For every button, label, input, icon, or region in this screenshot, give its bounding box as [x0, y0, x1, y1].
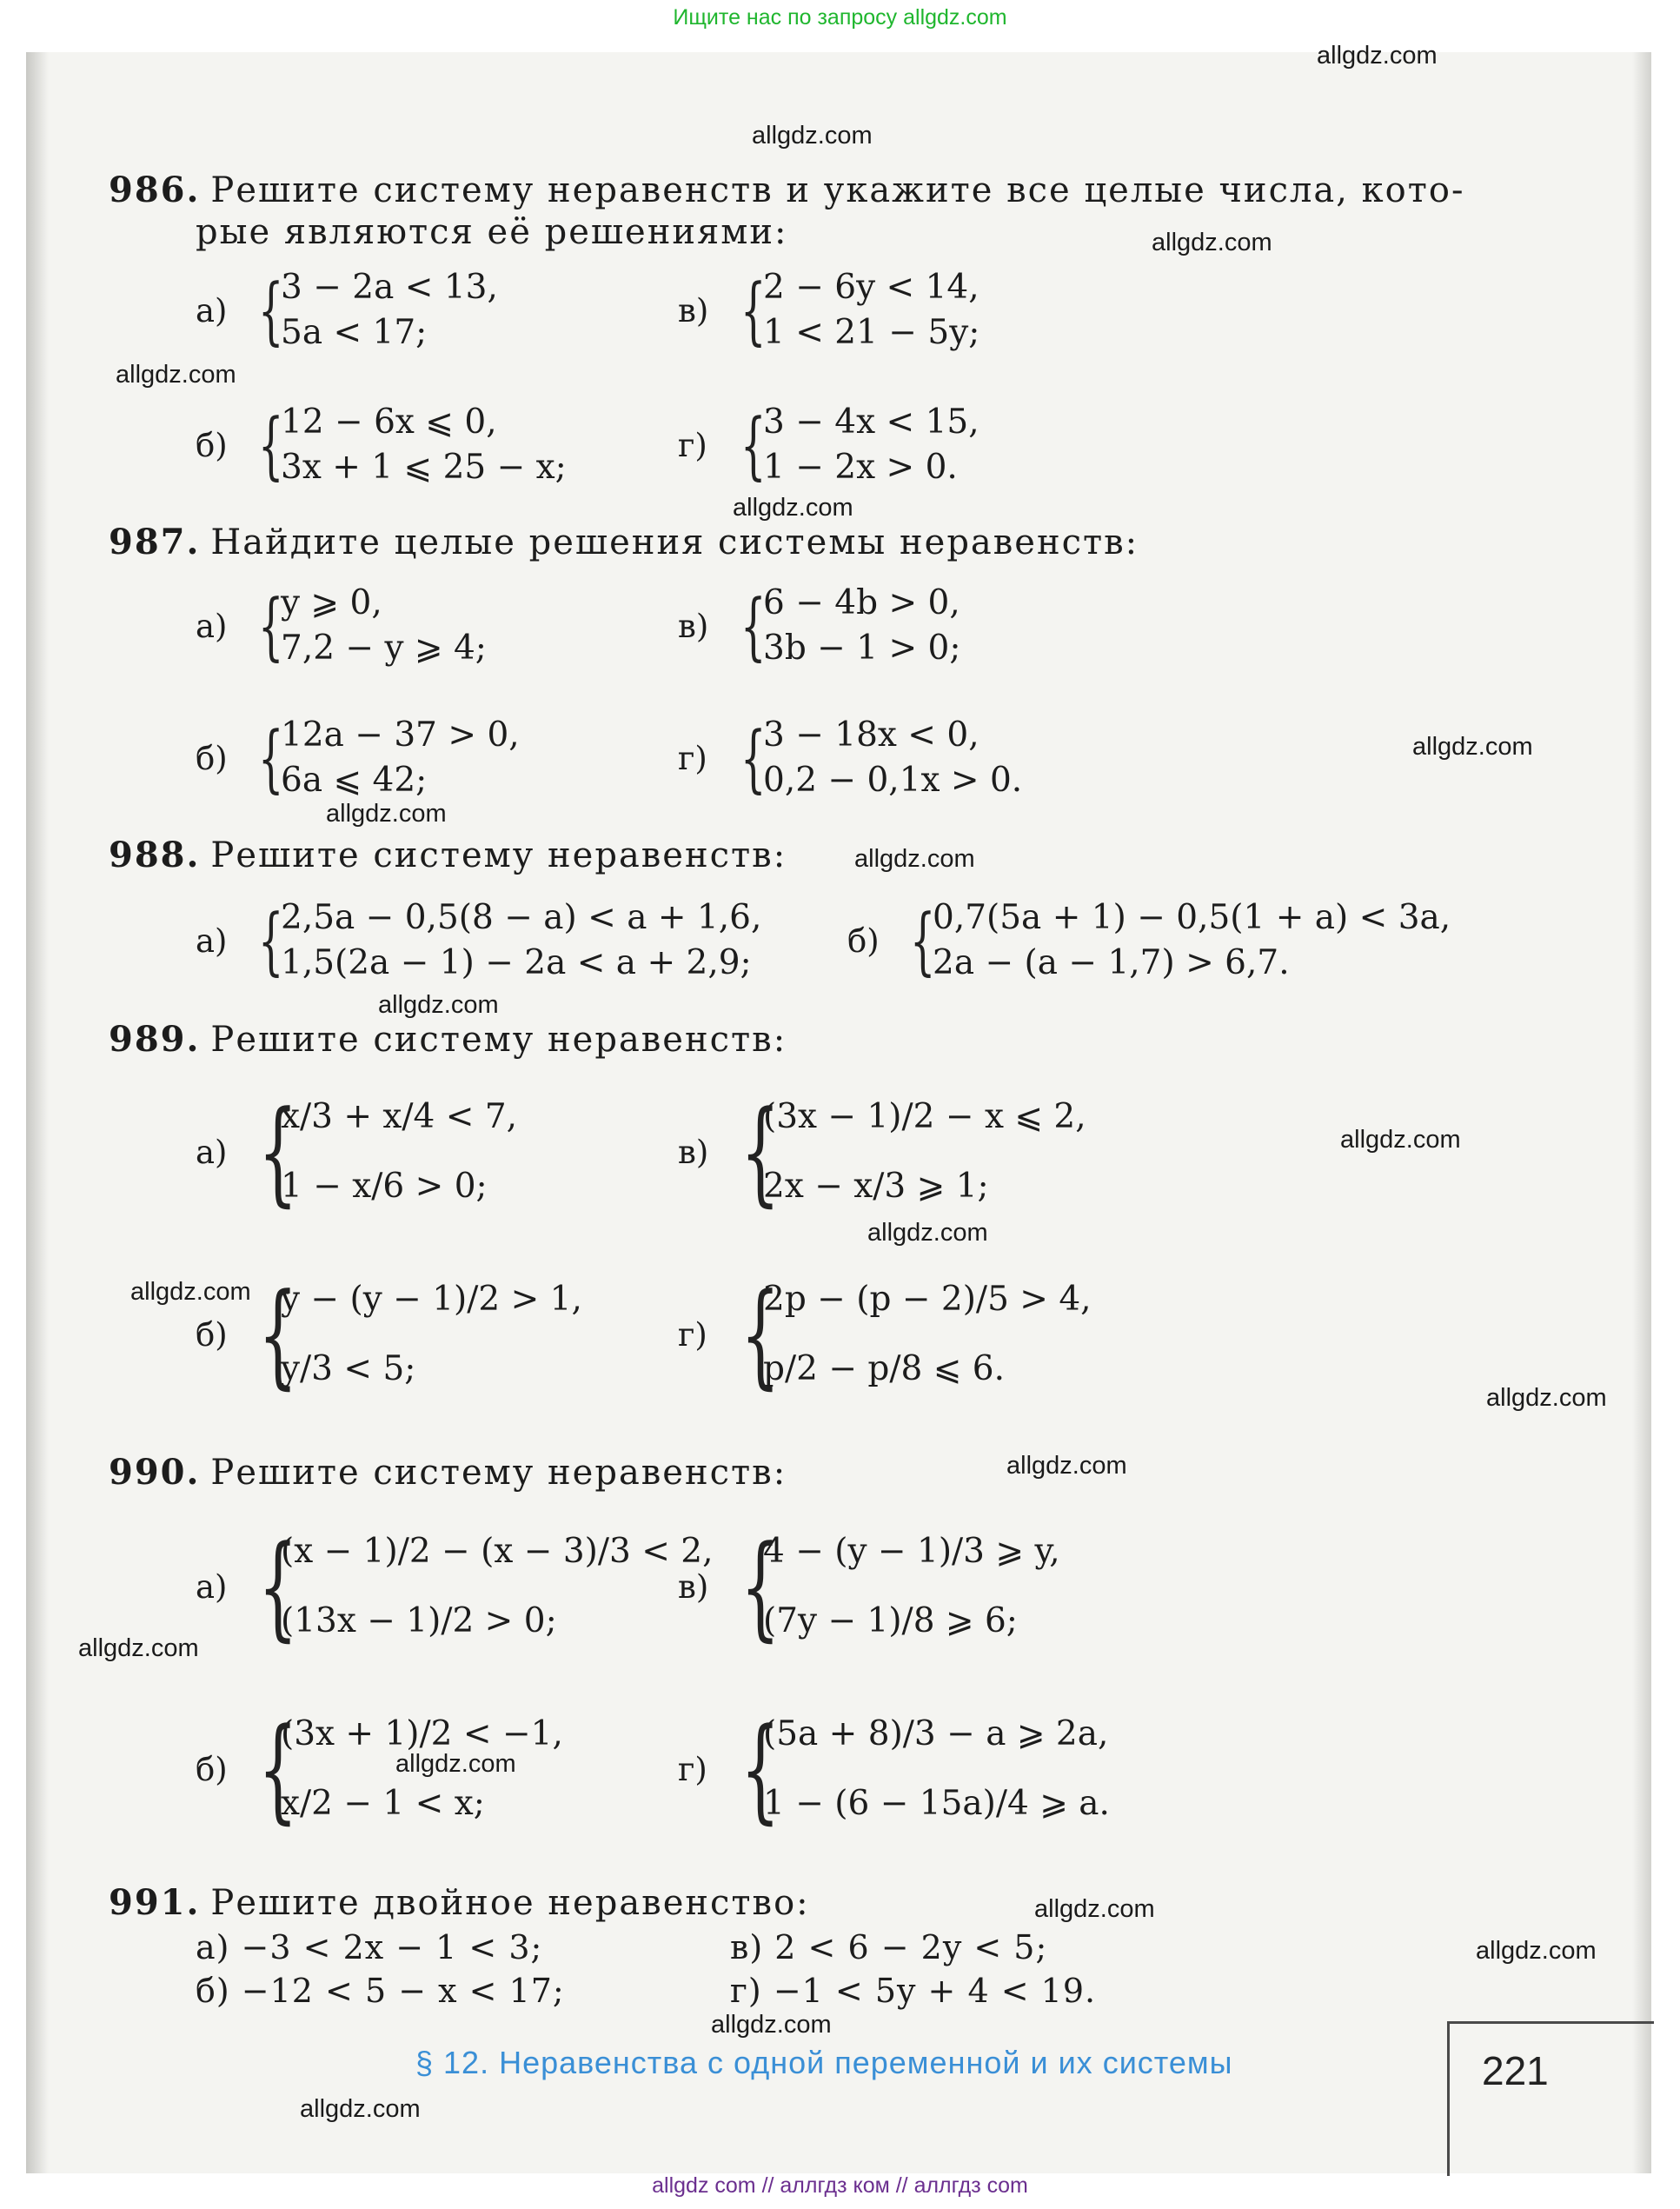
- inequality: 1 − (6 − 15a)/4 ⩾ a.: [763, 1784, 1110, 1823]
- item-label: а): [196, 922, 228, 960]
- inequality: y ⩾ 0,: [281, 583, 382, 622]
- watermark: allgdz.com: [1317, 42, 1438, 70]
- item-label: а): [196, 1567, 228, 1606]
- system-brace: {: [258, 403, 284, 488]
- system-brace: {: [910, 898, 936, 983]
- item-label: г): [678, 1315, 707, 1354]
- inequality: 2a − (a − 1,7) > 6,7.: [933, 943, 1290, 982]
- item-label: г): [678, 426, 707, 464]
- task-990-a: [196, 1517, 713, 1656]
- task-986-text-line1: Решите систему неравенств и укажите все целые числа, кото-: [210, 170, 1465, 210]
- system-brace: {: [258, 1268, 298, 1401]
- inequality: (3x + 1)/2 < −1,: [281, 1714, 563, 1753]
- item-label: в): [678, 607, 709, 645]
- task-989-g: [678, 1265, 1092, 1404]
- task-991-v: в) 2 < 6 − 2y < 5;: [730, 1928, 1048, 1966]
- task-991-heading: [109, 1882, 810, 1924]
- inequality: 1,5(2a − 1) − 2a < a + 2,9;: [281, 943, 752, 982]
- inequality: 7,2 − y ⩾ 4;: [281, 629, 487, 668]
- inequality: 2,5a − 0,5(8 − a) < a + 1,6,: [281, 898, 762, 937]
- item-label: б): [196, 739, 228, 777]
- watermark: allgdz.com: [300, 2095, 421, 2123]
- watermark: allgdz.com: [1476, 1937, 1597, 1965]
- inequality: 3x + 1 ⩽ 25 − x;: [281, 448, 567, 487]
- system-brace: {: [740, 1703, 780, 1835]
- task-990-b: [196, 1700, 563, 1839]
- system-brace: {: [258, 583, 284, 669]
- task-989-text: Решите систему неравенств:: [210, 1020, 787, 1060]
- watermark: allgdz.com: [326, 800, 447, 828]
- watermark: allgdz.com: [1486, 1384, 1607, 1412]
- task-990-v: [678, 1517, 1060, 1656]
- watermark: allgdz.com: [116, 361, 236, 389]
- item-label: г): [678, 739, 707, 777]
- item-label: а): [196, 1133, 228, 1171]
- system-brace: {: [740, 403, 767, 488]
- watermark: allgdz.com: [711, 2011, 832, 2039]
- section-footer: § 12. Неравенства с одной переменной и их системы: [415, 2045, 1233, 2080]
- inequality: y/3 < 5;: [281, 1349, 416, 1388]
- inequality: (13x − 1)/2 > 0;: [281, 1601, 557, 1640]
- task-991-b: б) −12 < 5 − x < 17;: [196, 1972, 565, 2010]
- task-986-g: [678, 400, 979, 490]
- inequality: x/3 + x/4 < 7,: [281, 1097, 518, 1136]
- watermark: allgdz.com: [130, 1278, 251, 1306]
- task-986-a: [196, 265, 498, 356]
- watermark: allgdz.com: [1152, 229, 1272, 256]
- task-987-b: [196, 713, 520, 803]
- inequality: 2p − (p − 2)/5 > 4,: [763, 1280, 1092, 1319]
- task-989-heading: [109, 1019, 787, 1061]
- system-brace: {: [740, 583, 767, 669]
- system-brace: {: [740, 715, 767, 801]
- task-989-v: [678, 1082, 1086, 1221]
- task-989-number: 989.: [109, 1019, 201, 1060]
- inequality: 2 − 6y < 14,: [763, 268, 979, 307]
- task-988-a: [196, 895, 761, 986]
- task-986-heading: [109, 170, 1464, 211]
- system-brace: {: [258, 1520, 298, 1653]
- inequality: y − (y − 1)/2 > 1,: [281, 1280, 582, 1319]
- item-label: в): [678, 1567, 709, 1606]
- task-989-a: [196, 1082, 517, 1221]
- watermark-bottom: allgdz com // аллгдз ком // аллгдз com: [652, 2173, 1028, 2198]
- inequality: 3 − 2a < 13,: [281, 268, 498, 307]
- task-990-g: [678, 1700, 1110, 1839]
- inequality: x/2 − 1 < x;: [281, 1784, 485, 1823]
- inequality: (3x − 1)/2 − x ⩽ 2,: [763, 1097, 1086, 1136]
- task-987-number: 987.: [109, 522, 201, 562]
- item-label: б): [847, 922, 880, 960]
- item-label: б): [196, 1315, 228, 1354]
- inequality: (7y − 1)/8 ⩾ 6;: [763, 1601, 1018, 1640]
- inequality: 6 − 4b > 0,: [763, 583, 960, 622]
- item-label: а): [196, 291, 228, 329]
- inequality: 1 − x/6 > 0;: [281, 1167, 488, 1206]
- system-brace: {: [740, 1520, 780, 1653]
- page-binding-shadow: [26, 52, 49, 2173]
- page-edge-shadow: [1632, 52, 1651, 2173]
- inequality: 3 − 4x < 15,: [763, 403, 979, 442]
- watermark: allgdz.com: [752, 122, 873, 150]
- item-label: г): [678, 1750, 707, 1788]
- item-label: в): [678, 1133, 709, 1171]
- inequality: 1 < 21 − 5y;: [763, 313, 980, 352]
- system-brace: {: [258, 1086, 298, 1218]
- inequality: 4 − (y − 1)/3 ⩾ y,: [763, 1532, 1060, 1571]
- inequality: 0,7(5a + 1) − 0,5(1 + a) < 3a,: [933, 898, 1451, 937]
- task-989-b: [196, 1265, 582, 1404]
- task-990-text: Решите систему неравенств:: [210, 1453, 787, 1493]
- watermark: allgdz.com: [1412, 733, 1533, 761]
- task-988-heading: [109, 835, 787, 876]
- watermark: allgdz.com: [1340, 1126, 1461, 1154]
- task-988-number: 988.: [109, 835, 201, 875]
- watermark: allgdz.com: [867, 1219, 988, 1247]
- watermark: allgdz.com: [1034, 1895, 1155, 1923]
- inequality: p/2 − p/8 ⩽ 6.: [763, 1349, 1005, 1388]
- system-brace: {: [740, 268, 767, 353]
- task-986-number: 986.: [109, 170, 201, 210]
- item-label: а): [196, 607, 228, 645]
- inequality: 5a < 17;: [281, 313, 428, 352]
- task-986-b: [196, 400, 567, 490]
- item-label: в): [678, 291, 709, 329]
- task-987-heading: [109, 522, 1139, 563]
- inequality: (x − 1)/2 − (x − 3)/3 < 2,: [281, 1532, 714, 1571]
- watermark: allgdz.com: [733, 494, 853, 522]
- task-991-g: г) −1 < 5y + 4 < 19.: [730, 1972, 1097, 2010]
- inequality: 6a ⩽ 42;: [281, 761, 428, 800]
- task-986-text-line2: рые являются её решениями:: [196, 212, 788, 252]
- inequality: (5a + 8)/3 − a ⩾ 2a,: [763, 1714, 1109, 1753]
- task-990-number: 990.: [109, 1452, 201, 1493]
- watermark-top-green: Ищите нас по запросу allgdz.com: [673, 5, 1007, 30]
- system-brace: {: [258, 1703, 298, 1835]
- task-987-a: [196, 581, 487, 671]
- task-991-text: Решите двойное неравенство:: [210, 1883, 810, 1923]
- system-brace: {: [258, 268, 284, 353]
- watermark: allgdz.com: [378, 991, 499, 1019]
- system-brace: {: [740, 1268, 780, 1401]
- system-brace: {: [740, 1086, 780, 1218]
- task-987-v: [678, 581, 961, 671]
- inequality: 3 − 18x < 0,: [763, 715, 979, 755]
- task-990-heading: [109, 1452, 787, 1494]
- watermark: allgdz.com: [1006, 1452, 1127, 1480]
- page-number-frame: [1447, 2021, 1654, 2176]
- system-brace: {: [258, 715, 284, 801]
- inequality: 3b − 1 > 0;: [763, 629, 961, 668]
- task-987-g: [678, 713, 1022, 803]
- watermark: allgdz.com: [395, 1750, 516, 1778]
- task-988-b: [847, 895, 1451, 986]
- inequality: 12a − 37 > 0,: [281, 715, 520, 755]
- watermark: allgdz.com: [78, 1634, 199, 1662]
- item-label: б): [196, 1750, 228, 1788]
- system-brace: {: [258, 898, 284, 983]
- inequality: 12 − 6x ⩽ 0,: [281, 403, 497, 442]
- task-991-a: а) −3 < 2x − 1 < 3;: [196, 1928, 543, 1966]
- task-991-number: 991.: [109, 1882, 201, 1923]
- watermark: allgdz.com: [854, 845, 975, 873]
- inequality: 2x − x/3 ⩾ 1;: [763, 1167, 989, 1206]
- task-987-text: Найдите целые решения системы неравенств:: [210, 522, 1139, 562]
- inequality: 1 − 2x > 0.: [763, 448, 958, 487]
- inequality: 0,2 − 0,1x > 0.: [763, 761, 1023, 800]
- task-988-text: Решите систему неравенств:: [210, 835, 787, 875]
- task-986-v: [678, 265, 979, 356]
- item-label: б): [196, 426, 228, 464]
- page-number: 221: [1482, 2048, 1549, 2093]
